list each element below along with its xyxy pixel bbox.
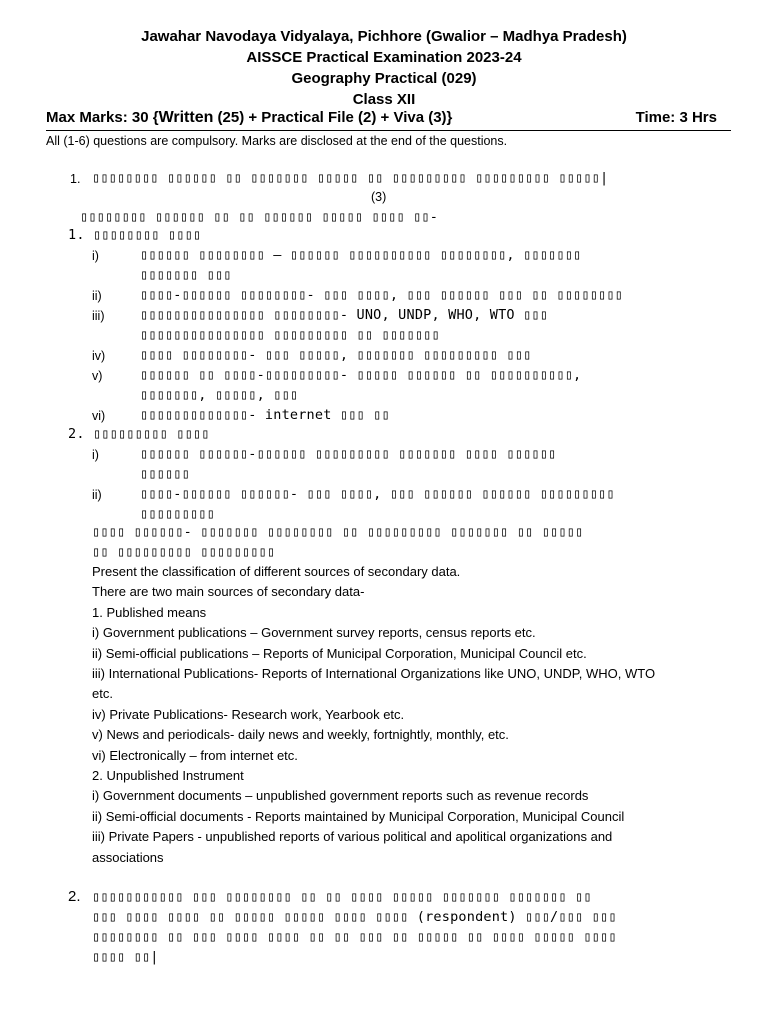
class-title: Class XII [352,91,416,108]
list-item-text: ▯▯▯▯▯▯ ▯▯▯▯▯▯-▯▯▯▯▯▯ ▯▯▯▯▯▯▯▯▯ ▯▯▯▯▯▯▯ ▯▯▯▯ ▯▯▯▯▯▯ [140,446,557,462]
question-2-line-4: ▯▯▯▯ ▯▯| [92,949,159,965]
instructions: All (1-6) questions are compulsory. Marks are disclosed at the end of the questions. [46,134,508,148]
exam-title: AISSCE Practical Examination 2023-24 [246,49,522,66]
english-line: etc. [92,686,113,702]
question-2-line-3: ▯▯▯▯▯▯▯▯ ▯▯ ▯▯▯ ▯▯▯▯ ▯▯▯▯ ▯▯ ▯▯ ▯▯▯ ▯▯ ▯▯▯▯▯ ▯▯ ▯▯▯▯ ▯▯▯▯▯ ▯▯▯▯ [92,929,617,945]
english-line: i) Government publications – Government survey reports, census reports etc. [92,625,536,641]
header-divider [46,130,731,131]
list-item-number: iii) [92,309,105,323]
english-line: Present the classification of different sources of secondary data. [92,564,461,579]
english-line: vi) Electronically – from internet etc. [92,747,298,763]
list-item-text: ▯▯▯▯▯▯ ▯▯▯▯▯▯▯▯ – ▯▯▯▯▯▯ ▯▯▯▯▯▯▯▯▯▯ ▯▯▯▯▯▯▯▯, ▯▯▯▯▯▯▯ [140,247,582,263]
time-label: Time: 3 Hrs [635,109,717,126]
list-item-number: ii) [92,289,102,303]
list-item-text: ▯▯▯▯▯▯▯▯▯▯▯▯▯▯▯ ▯▯▯▯▯▯▯▯▯ ▯▯ ▯▯▯▯▯▯▯ [140,327,440,343]
question-1-number: 1. [70,172,81,186]
list-item-number: v) [92,369,103,383]
question-2-line-2: ▯▯▯ ▯▯▯▯ ▯▯▯▯ ▯▯ ▯▯▯▯▯ ▯▯▯▯▯ ▯▯▯▯ ▯▯▯▯ (respondent) ▯▯▯/▯▯▯ ▯▯▯ [92,909,617,925]
list-item-text: ▯▯▯▯▯▯ [140,466,190,482]
list-item-text: ▯▯▯▯ ▯▯▯▯▯▯▯▯- ▯▯▯ ▯▯▯▯▯, ▯▯▯▯▯▯▯ ▯▯▯▯▯▯▯▯▯ ▯▯▯ [140,347,532,363]
list-item-text: ▯▯▯▯-▯▯▯▯▯▯ ▯▯▯▯▯▯▯▯- ▯▯▯ ▯▯▯▯, ▯▯▯ ▯▯▯▯▯▯ ▯▯▯ ▯▯ ▯▯▯▯▯▯▯▯ [140,287,624,303]
hindi-heading-2: 2. ▯▯▯▯▯▯▯▯▯ ▯▯▯▯ [68,426,210,442]
max-marks-label: Max Marks: 30 { [46,109,159,126]
written-label: Written [158,109,214,126]
english-line: v) News and periodicals- daily news and weekly, fortnightly, monthly, etc. [92,727,509,743]
question-2-line-1: ▯▯▯▯▯▯▯▯▯▯▯ ▯▯▯ ▯▯▯▯▯▯▯▯ ▯▯ ▯▯ ▯▯▯▯ ▯▯▯▯▯ ▯▯▯▯▯▯▯ ▯▯▯▯▯▯▯ ▯▯ [92,889,592,905]
question-1-text: ▯▯▯▯▯▯▯▯ ▯▯▯▯▯▯ ▯▯ ▯▯▯▯▯▯▯ ▯▯▯▯▯ ▯▯ ▯▯▯▯▯▯▯▯▯ ▯▯▯▯▯▯▯▯▯ ▯▯▯▯▯| [92,170,609,186]
english-line: There are two main sources of secondary data- [92,584,365,600]
english-line: iv) Private Publications- Research work, Yearbook etc. [92,706,405,722]
list-item-number: ii) [92,488,102,502]
english-line: iii) International Publications- Reports of International Organizations like UNO, UNDP, WHO, WTO [92,666,656,681]
english-line: i) Government documents – unpublished government reports such as revenue records [92,788,589,804]
list-item-text: ▯▯▯▯▯▯▯▯▯ [140,506,215,522]
list-item-number: i) [92,249,99,263]
marks-row [46,108,731,128]
english-line: associations [92,849,164,865]
question-2-number: 2. [68,888,81,905]
school-title: Jawahar Navodaya Vidyalaya, Pichhore (Gwalior – Madhya Pradesh) [141,28,627,45]
list-item-text: ▯▯▯▯▯▯▯▯▯▯▯▯▯- internet ▯▯▯ ▯▯ [140,407,390,423]
hindi-intro: ▯▯▯▯▯▯▯▯ ▯▯▯▯▯▯ ▯▯ ▯▯ ▯▯▯▯▯▯ ▯▯▯▯▯ ▯▯▯▯ ▯▯- [80,209,439,225]
english-line: ii) Semi-official documents - Reports maintained by Municipal Corporation, Municipal Council [92,808,625,824]
english-line: iii) Private Papers - unpublished reports of various political and apolitical organizations and [92,829,613,845]
list-item-text: ▯▯▯▯▯▯▯, ▯▯▯▯▯, ▯▯▯ [140,387,299,403]
english-line: 1. Published means [92,604,207,620]
english-line: 2. Unpublished Instrument [92,768,244,783]
list-item-text: ▯▯▯▯▯▯ ▯▯ ▯▯▯▯-▯▯▯▯▯▯▯▯▯- ▯▯▯▯▯ ▯▯▯▯▯▯ ▯▯ ▯▯▯▯▯▯▯▯▯▯, [140,367,582,383]
english-line: ii) Semi-official publications – Reports of Municipal Corporation, Municipal Council etc. [92,645,587,661]
list-item-text: ▯▯▯▯▯▯▯▯▯▯▯▯▯▯▯ ▯▯▯▯▯▯▯▯- UNO, UNDP, WHO, WTO ▯▯▯ [140,307,549,323]
list-item-number: i) [92,448,99,462]
list-item-number: iv) [92,349,106,363]
subject-title: Geography Practical (029) [291,70,477,87]
list-item-number: vi) [92,409,106,423]
hindi-tail-line-1: ▯▯▯▯ ▯▯▯▯▯▯- ▯▯▯▯▯▯▯ ▯▯▯▯▯▯▯▯ ▯▯ ▯▯▯▯▯▯▯▯▯ ▯▯▯▯▯▯▯ ▯▯ ▯▯▯▯▯ [92,524,584,540]
list-item-text: ▯▯▯▯▯▯▯ ▯▯▯ [140,267,232,283]
question-1-marks: (3) [371,190,387,204]
hindi-heading-1: 1. ▯▯▯▯▯▯▯▯ ▯▯▯▯ [68,227,202,243]
marks-breakdown: (25) + Practical File (2) + Viva (3)} [213,109,453,126]
list-item-text: ▯▯▯▯-▯▯▯▯▯▯ ▯▯▯▯▯▯- ▯▯▯ ▯▯▯▯, ▯▯▯ ▯▯▯▯▯▯ ▯▯▯▯▯▯ ▯▯▯▯▯▯▯▯▯ [140,486,615,502]
hindi-tail-line-2: ▯▯ ▯▯▯▯▯▯▯▯▯ ▯▯▯▯▯▯▯▯▯ [92,544,276,560]
